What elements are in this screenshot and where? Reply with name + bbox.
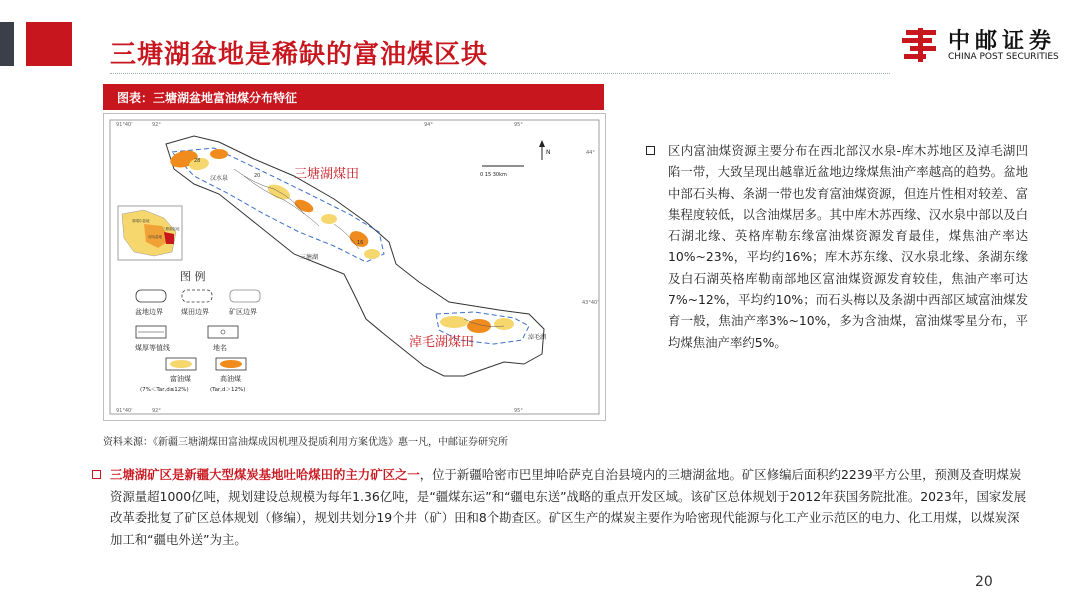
north-label: N xyxy=(546,149,551,156)
title-accent-dark xyxy=(0,22,14,66)
bullet-square-red-icon xyxy=(92,470,101,479)
page-title: 三塘湖盆地是稀缺的富油煤区块 xyxy=(110,40,489,70)
lon-label-95: 95° xyxy=(514,122,523,128)
source-note: 资料来源：《新疆三塘湖煤田富油煤成因机理及提质利用方案优选》惠一凡，中邮证券研究所 xyxy=(103,437,508,448)
scale-label: 0 15 30km xyxy=(480,172,507,178)
contour-label-c: 16 xyxy=(357,240,364,246)
legend-high-oil-range: (Tar,d＞12%) xyxy=(210,387,246,393)
company-logo xyxy=(900,22,1070,66)
coal-distribution-map xyxy=(103,113,606,421)
lat-label-44: 44° xyxy=(586,150,595,156)
title-divider xyxy=(110,73,890,74)
logo-chinese-text: 中邮证券 xyxy=(948,29,1057,54)
lon-label-91-bottom: 91°40' xyxy=(116,408,133,414)
figure-caption-bar xyxy=(103,84,604,110)
summary-body: ，位于新疆哈密市巴里坤哈萨克自治县境内的三塘湖盆地。矿区修编后面积约2239平方公里，预测及查明煤炭资源量超1000亿吨，规划建设总规模为每年1.36亿吨，是“疆煤东运”和“疆电东送”战略的重点开发区域。该矿区总体规划于2012年获国务院批准。2023年，国家发展改革委批复了矿区总体规划（修编），规划共划分19个井（矿）田和8个勘查区。矿区生产的煤炭主要作为哈密现代能源与化工产业示范区的电力、化工用煤，以煤炭深加工和“疆电外送”为主。 xyxy=(110,467,1027,547)
contour-label-b: 28 xyxy=(194,158,201,164)
lat-label-43: 43°40' xyxy=(582,300,599,306)
legend-thickness-contour: 煤厚等值线 xyxy=(135,344,170,352)
legend-title: 图 例 xyxy=(180,270,206,283)
place-naomaohu: 淖毛湖 xyxy=(528,334,547,341)
legend-place-name: 地名 xyxy=(213,344,227,352)
summary-highlight: 三塘湖矿区是新疆大型煤炭基地吐哈煤田的主力矿区之一 xyxy=(110,467,420,482)
legend-high-oil-coal: 高油煤 xyxy=(220,375,241,383)
figure-caption: 图表：三塘湖盆地富油煤分布特征 xyxy=(117,91,298,105)
lon-label-92: 92° xyxy=(152,122,161,128)
summary-paragraph xyxy=(110,464,1030,550)
contour-label-a: 20 xyxy=(254,173,261,179)
legend-rich-oil-coal: 富油煤 xyxy=(170,375,191,383)
place-hanshuiquan: 汉水泉 xyxy=(210,175,229,182)
north-arrow-icon xyxy=(539,140,545,160)
page-number: 20 xyxy=(975,574,993,590)
inset-location-map xyxy=(118,206,182,260)
lon-label-94: 94° xyxy=(424,122,433,128)
label-santanghu-coalfield: 三塘湖煤田 xyxy=(294,167,360,182)
legend-rich-oil-range: (7%＜Tar,d≤12%) xyxy=(140,387,189,393)
legend-basin-boundary: 盆地边界 xyxy=(135,308,163,316)
china-post-logo-icon xyxy=(900,24,940,64)
legend-mining-boundary: 矿区边界 xyxy=(229,308,257,316)
label-naomaohu-coalfield: 淖毛湖煤田 xyxy=(409,335,475,350)
legend-coalfield-boundary: 煤田边界 xyxy=(181,308,209,316)
inset-label-c: 三塘湖盆地 xyxy=(162,227,180,231)
lon-label-92-bottom: 92° xyxy=(152,408,161,414)
lon-label-95-bottom: 95° xyxy=(514,408,523,414)
analysis-paragraph: 区内富油煤资源主要分布在西北部汉水泉-库木苏地区及淖毛湖凹陷一带，大致呈现出越靠近盆地边缘煤焦油产率越高的趋势。盆地中部石头梅、条湖一带也发育富油煤资源，但连片性相对较差、富集程度较低，以含油煤居多。其中库木苏西缘、汉水泉中部以及白石湖北缘、英格库勒东缘富油煤资源发育最佳，煤焦油产率达10%~23%，平均约16%；库木苏东缘、汉水泉北缘、条湖东缘及白石湖英格库勒南部地区富油煤资源发育较佳，焦油产率可达7%~12%，平均约10%；而石头梅以及条湖中西部区域富油煤发育一般，焦油产率3%~10%，多为含油煤，富油煤零星分布，平均煤焦油产率约5%。 xyxy=(668,143,1028,350)
lon-label-91: 91°40' xyxy=(116,122,133,128)
title-accent-red xyxy=(26,22,72,66)
bullet-square-icon xyxy=(646,146,655,155)
inset-label-a: 准噶尔盆地 xyxy=(132,219,150,223)
place-santanghu: 三塘湖 xyxy=(300,254,319,261)
inset-label-b: 吐哈盆地 xyxy=(148,235,162,239)
map-legend xyxy=(135,269,260,393)
logo-english-text: CHINA POST SECURITIES xyxy=(948,52,1059,62)
